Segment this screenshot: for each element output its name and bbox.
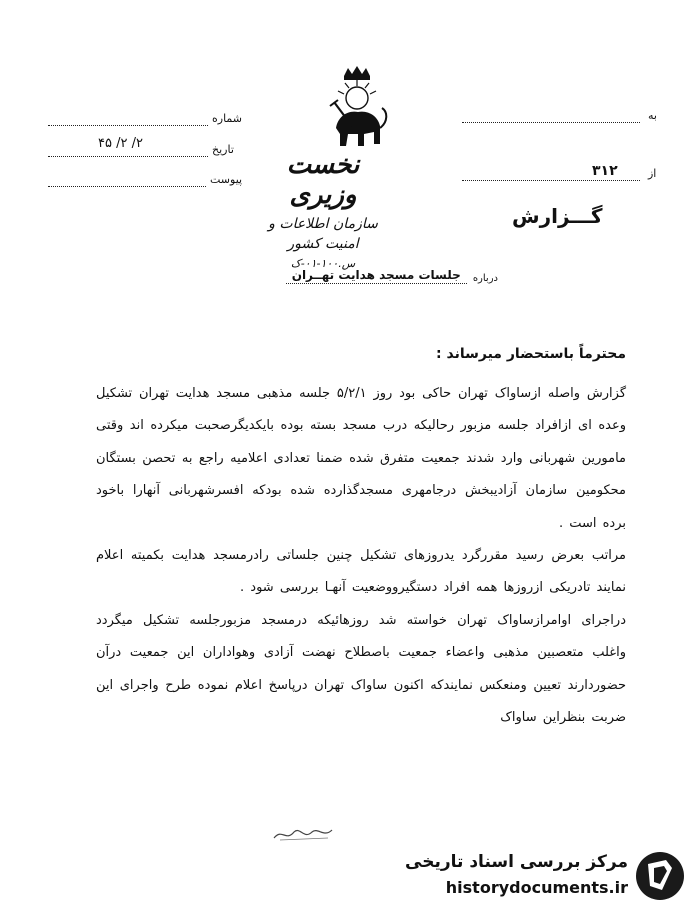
- org-subtitle: سازمان اطلاعات و امنیت کشور: [268, 216, 378, 252]
- organization-heading: [268, 150, 378, 272]
- regarding-value: جلسات مسجد هدایت تهــران: [286, 268, 467, 284]
- number-field: [48, 112, 242, 126]
- to-field: [462, 109, 657, 123]
- from-field: [462, 163, 657, 181]
- number-dotted-line: [48, 115, 208, 126]
- to-dotted-line: [462, 112, 640, 123]
- from-label: از: [648, 167, 657, 180]
- report-body: [96, 378, 626, 734]
- org-title: نخست وزیری: [286, 150, 360, 210]
- regarding-line: [258, 268, 498, 284]
- date-label: تاریخ: [212, 143, 234, 156]
- salutation: محترماً باستحضار میرساند :: [436, 346, 626, 362]
- report-title: گـــزارش: [512, 204, 603, 228]
- body-paragraph-1: گزارش واصله ازساواک تهران حاکی بود روز ۵/۲/۱ جلسه مذهبی مسجد هدایت تهران تشکیل وعده ای ازافراد جلسه مزبور رحالیکه درب مسجد بسته بوده بایکدیگرصحبت میکرده اند وقتی مامورین شهربانی وارد شدند جمعیت متفرق شده ضمنا تعدادی اعلامیه راجع به تحصن بستگان محکومین سازمان آزادیبخش درجامهری مسجدگذارده شده بودکه افسرشهربانی آنهارا باخود برده است .: [96, 386, 627, 531]
- lion-and-sun-emblem-icon: [322, 64, 392, 156]
- body-paragraph-2: مراتب بعرض رسید مقررگرد یدروزهای تشکیل چنین جلساتی رادرمسجد هدایت بکمیته اعلام نمایند تادریکی ازروزها همه افراد دستگیرووضعیت آنهـا بررسی شود .: [96, 548, 626, 596]
- archive-watermark: [402, 846, 692, 908]
- body-paragraph-3: دراجرای اوامرازساواک تهران خواسته شد روزهائیکه درمسجد مزبورجلسه تشکیل میگردد واغلب متعصبین مذهبی واعضاء جمعیت باصطلاح نهضت آزادی وهواداران این جمعیت درآن حضوردارند تعیین ومنعکس نمایندکه اکنون ساواک تهران درپاسخ اعلام نموده طرح واجرای این ضربت بنظراین ساواک: [96, 612, 626, 726]
- archive-title: مرکز بررسی اسناد تاریخی: [405, 852, 628, 872]
- date-value: ۲/ ۲/ ۴۵: [98, 136, 143, 151]
- form-code: س.۱۰۰-۰۱-ک: [290, 257, 356, 270]
- archive-logo-icon: [634, 850, 686, 902]
- attachment-dotted-line: [48, 176, 206, 187]
- from-value: ۳۱۲: [592, 163, 618, 179]
- regarding-label: درباره: [472, 273, 498, 284]
- date-field: [48, 136, 234, 157]
- attachment-field: [48, 173, 242, 187]
- to-label: به: [648, 109, 657, 122]
- number-label: شماره: [212, 112, 243, 125]
- attachment-label: پیوست: [210, 173, 243, 186]
- archive-url: historydocuments.ir: [445, 878, 628, 897]
- signature-mark: [270, 824, 340, 844]
